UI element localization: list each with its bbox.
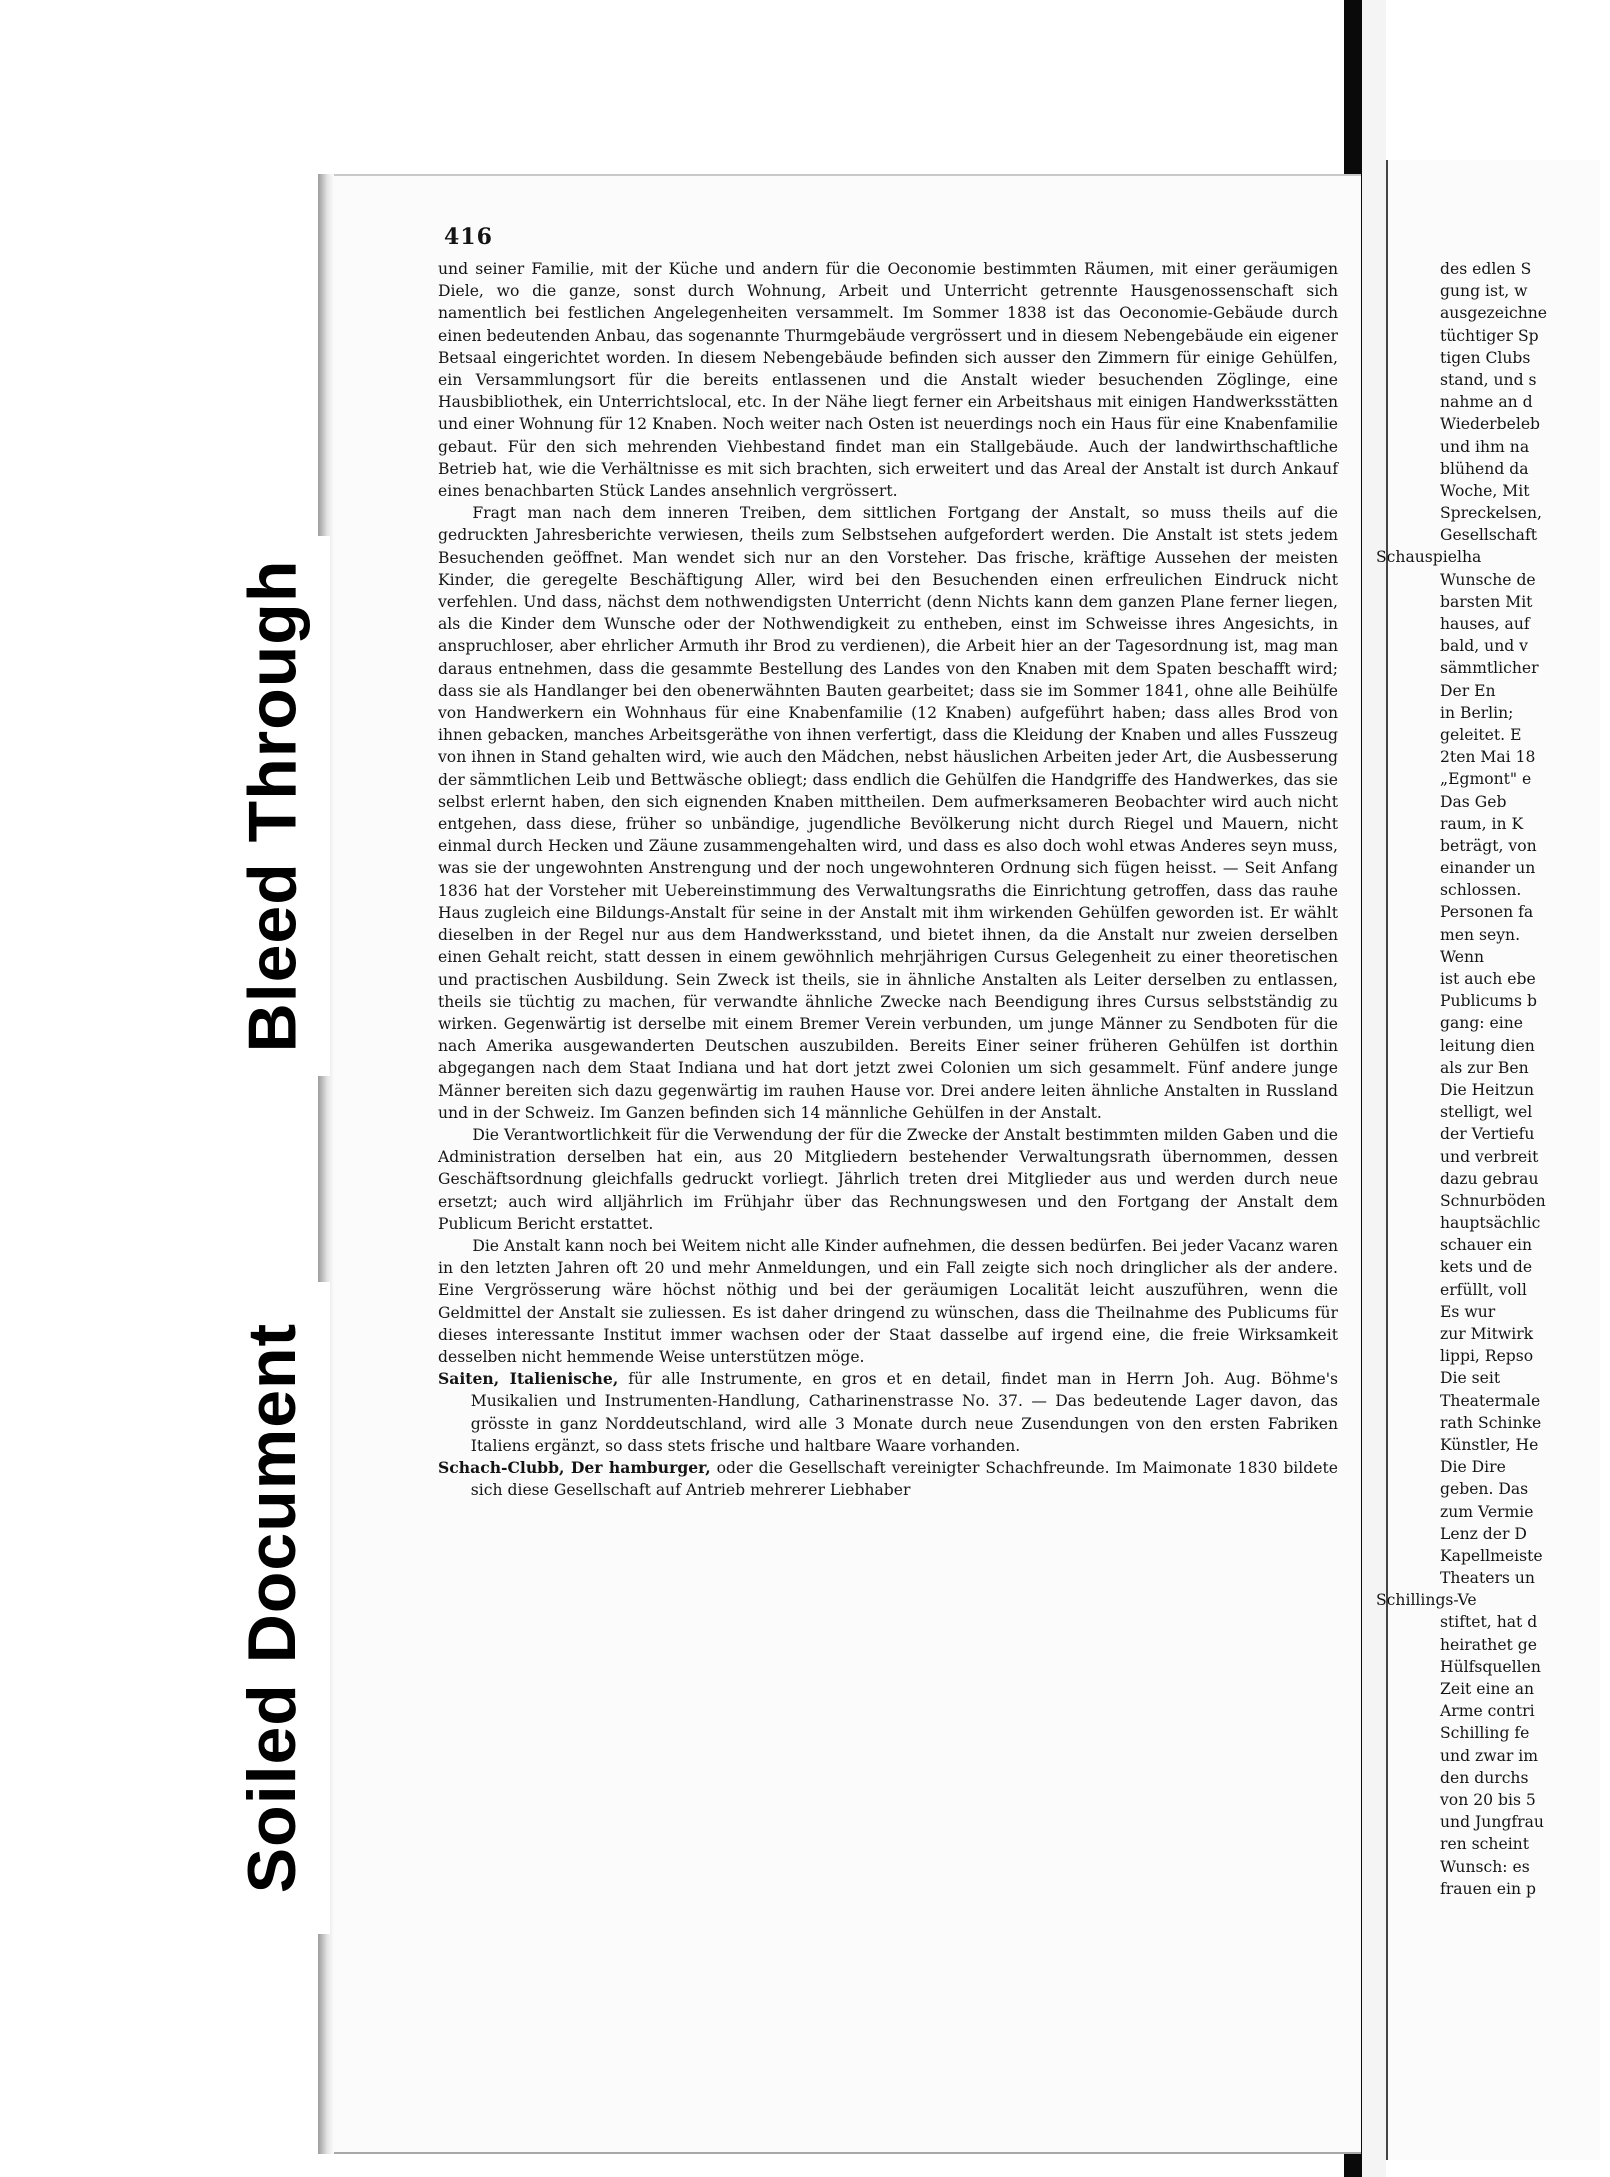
right-page-line: in Berlin;	[1440, 703, 1514, 722]
right-page-line: Das Geb	[1440, 792, 1507, 811]
right-page-line: Die Heitzun	[1440, 1080, 1535, 1099]
right-page-line: kets und de	[1440, 1258, 1533, 1277]
right-page-line: lippi, Repso	[1440, 1347, 1534, 1366]
right-page-line: hauptsächlic	[1440, 1214, 1541, 1233]
right-page-line: schauer ein	[1440, 1236, 1533, 1255]
right-page-line: Schauspielha	[1376, 548, 1482, 567]
right-page-line: Wunsch: es	[1440, 1857, 1530, 1876]
right-page-line: raum, in K	[1440, 814, 1524, 833]
right-page-line: Schillings-Ve	[1376, 1591, 1477, 1610]
right-page-line: und zwar im	[1440, 1746, 1539, 1765]
right-page-line: frauen ein p	[1440, 1879, 1536, 1898]
right-page-line: Die seit	[1440, 1369, 1501, 1388]
right-page-line: bald, und v	[1440, 637, 1528, 656]
right-page-line: Gesellschaft	[1440, 526, 1538, 545]
entry-headword: Schach-Clubb, Der hamburger,	[438, 1457, 711, 1477]
right-page-line: Theatermale	[1440, 1391, 1541, 1410]
right-page-line: erfüllt, voll	[1440, 1280, 1527, 1299]
entry-text: für alle Instrumente, en gros et en detail, findet man in Herrn Joh. Aug. Böhme's Musikalien und Instrumenten-Handlung, Catharinenstrasse No. 37. — Das bedeutende Lager davon, das grösste in ganz Norddeutschland, wird alle 3 Monate durch neue Zusendungen von den ersten Fabriken Italiens ergänzt, so dass stets frische und haltbare Waare vorhanden.	[470, 1370, 1338, 1455]
right-page-line: der Vertiefu	[1440, 1125, 1535, 1144]
right-page-line: sämmtlicher	[1440, 659, 1539, 678]
right-page-line: zum Vermie	[1440, 1502, 1534, 1521]
right-page-line: leitung dien	[1440, 1036, 1535, 1055]
right-page-line: men seyn.	[1440, 925, 1521, 944]
left-page-body	[438, 258, 1338, 2028]
right-page-line: und ihm na	[1440, 437, 1530, 456]
right-page-line: ren scheint	[1440, 1835, 1529, 1854]
soiled-document-label-text: Soiled Document	[234, 1322, 311, 1894]
right-page-line: zur Mitwirk	[1440, 1325, 1534, 1343]
right-page-line: tigen Clubs	[1440, 348, 1531, 367]
paragraph: und seiner Familie, mit der Küche und andern für die Oeconomie bestimmten Räumen, mit einer geräumigen Diele, wo die ganze, sonst durch Wohnung, Arbeit und Unterricht getrennte Hausgenossenschaft sich namentlich bei festlichen Angelegenheiten versammelt. Im Sommer 1838 ist das Oeconomie-Gebäude durch einen bedeutenden Anbau, das sogenannte Thurmgebäude vergrössert und in diesem Nebengebäude ein eigener Betsaal eingerichtet worden. In diesem Nebengebäude befinden sich ausser den Zimmern für einige Gehülfen, ein Versammlungsort für die bereits entlassenen und die Anstalt wieder besuchenden Zöglinge, eine Hausbibliothek, ein Unterrichtslocal, etc. In der Nähe liegt ferner ein Arbeitshaus mit einigen Handwerksstätten und einer Wohnung für 12 Knaben. Noch weiter nach Osten ist neuerdings noch ein Haus für eine Knabenfamilie gebaut. Für den sich mehrenden Viehbestand findet man ein Stallgebäude. Auch der landwirthschaftliche Betrieb hat, wie die Verhältnisse es mit sich brachten, sich erweitert und das Areal der Anstalt ist durch Ankauf eines benachbarten Stück Landes ansehnlich vergrössert.	[438, 260, 1338, 501]
right-page-line: Woche, Mit	[1440, 481, 1530, 500]
gutter-gap	[1362, 0, 1386, 2177]
right-page-line: Arme contri	[1440, 1702, 1535, 1721]
right-page-line: von 20 bis 5	[1440, 1790, 1536, 1809]
entry-headword: Saiten, Italienische,	[438, 1369, 619, 1389]
right-page-line: geben. Das	[1440, 1480, 1529, 1499]
right-page-line: 2ten Mai 18	[1440, 748, 1536, 767]
dictionary-entry	[438, 1457, 1338, 1501]
right-page-line: des edlen S	[1440, 260, 1532, 278]
paragraph: Fragt man nach dem inneren Treiben, dem sittlichen Fortgang der Anstalt, so muss theils auf die gedruckten Jahresberichte verwiesen, theils zum Selbstsehen aufgefordert werden. Die Anstalt ist stets jedem Besuchenden geöffnet. Man wendet sich nur an den Vorsteher. Das frische, kräftige Aussehen der meisten Kinder, die geregelte Beschäftigung Aller, wird bei den Besuchenden einen erfreulichen Eindruck nicht verfehlen. Und dass, nächst dem nothwendigsten Unterricht (denn Nichts kann dem ganzen Plane ferner liegen, als die Kinder dem Wunsche oder der Nothwendigkeit zu entheben, einst im Schweisse ihres Angesichts, in anspruchloser, aber ehrlicher Armuth ihr Brod zu verdienen), die Arbeit hier an der Tagesordnung ist, mag man daraus entnehmen, dass die gesammte Bestellung des Landes von den Knaben mit dem Spaten beschafft wird; dass sie als Handlanger bei den obenerwähnten Bauten gearbeitet; dass sie im Sommer 1841, ohne alle Beihülfe von Handwerkern ein Wohnhaus für eine Knabenfamilie (12 Knaben) aufgeführt haben; dass alles Brod von ihnen gebacken, manches Arbeitsgeräthe von ihnen verfertigt, dass die Kleidung der Knaben und alles Fusszeug von ihnen in Stand gehalten wird, wie auch den Mädchen, nebst häuslichen Arbeiten jeder Art, die Ausbesserung der sämmtlichen Leib und Bettwäsche obliegt; dass endlich die Gehülfen die Handgriffe des Handwerkes, das sie selbst erlernt haben, den sich eignenden Knaben mittheilen. Dem aufmerksameren Beobachter wird auch nicht entgehen, dass diese, früher so unbändige, jugendliche Bevölkerung nicht durch Riegel und Mauern, nicht einmal durch Hecken und Zäune zusammengehalten wird, und dass es also doch wohl etwas Anderes seyn muss, was sie der ungewohnten Anstrengung und der noch ungewohnteren Ordnung sich fügen heisst. — Seit Anfang 1836 hat der Vorsteher mit Uebereinstimmung des Verwaltungsraths die Einrichtung getroffen, dass das rauhe Haus zugleich eine Bildungs-Anstalt für seine in der Anstalt mit ihm wirkenden Gehülfen geworden ist. Er wählt dieselben in der Regel nur aus dem Handwerksstand, und bietet ihnen, da die Anstalt nur zweien derselben einen Gehalt reicht, statt dessen in einem gewöhnlich mehrjährigen Cursus Gelegenheit zu einer theoretischen und practischen Ausbildung. Sein Zweck ist theils, sie in ähnliche Anstalten als Leiter derselben zu entlassen, theils sie tüchtig zu machen, für verwandte ähnliche Zwecke nach Beendigung ihres Cursus selbstständig zu wirken. Gegenwärtig ist derselbe mit einem Bremer Verein verbunden, um junge Männer zu Sendboten für die nach Amerika ausgewanderten Deutschen auszubilden. Bereits Einer seiner früheren Gehülfen ist dorthin abgegangen nach dem Staat Indiana und hat dort jetzt zwei Colonien um sich gesammelt. Fünf andere junge Männer bereiten sich dazu gegenwärtig im rauhen Hause vor. Drei andere leiten ähnliche Anstalten in Russland und in der Schweiz. Im Ganzen befinden sich 14 männliche Gehülfen in der Anstalt.	[438, 504, 1338, 1122]
right-page-line: Der En	[1440, 681, 1496, 700]
right-page-line: stelligt, wel	[1440, 1103, 1533, 1122]
right-page-line: Publicums b	[1440, 992, 1537, 1011]
right-page-line: barsten Mit	[1440, 592, 1533, 611]
bleed-through-label	[214, 536, 330, 1076]
soiled-document-label	[214, 1282, 330, 1934]
right-page-line: Hülfsquellen	[1440, 1657, 1541, 1676]
right-page-line: blühend da	[1440, 459, 1529, 478]
right-page-line: Die Dire	[1440, 1458, 1506, 1477]
right-page-line: ist auch ebe	[1440, 970, 1536, 988]
right-page-line: Spreckelsen,	[1440, 504, 1542, 523]
right-page-line: Künstler, He	[1440, 1435, 1539, 1454]
right-page-line: einander un	[1440, 859, 1536, 878]
right-page-line: gang: eine	[1440, 1014, 1524, 1033]
right-page-fragment	[1376, 258, 1610, 1900]
right-page-line: Theaters un	[1440, 1569, 1535, 1588]
right-page-line: beträgt, von	[1440, 836, 1537, 855]
right-page-line: Schnurböden	[1440, 1191, 1546, 1210]
entry-text: oder die Gesellschaft vereinigter Schachfreunde. Im Maimonate 1830 bildete sich diese Gesellschaft auf Antrieb mehrerer Liebhaber	[470, 1458, 1338, 1500]
right-page-line: stiftet, hat d	[1440, 1613, 1538, 1632]
right-page-line: Schilling fe	[1440, 1724, 1530, 1743]
right-page-line: schlossen.	[1440, 881, 1522, 900]
paragraph: Die Anstalt kann noch bei Weitem nicht alle Kinder aufnehmen, die dessen bedürfen. Bei jeder Vacanz waren in den letzten Jahren oft 20 und mehr Anmeldungen, und ein Fall zeigte sich noch dringlicher als der andere. Eine Vergrösserung wäre höchst nöthig und bei der geräumigen Localität leicht auszuführen, wenn die Geldmittel der Anstalt sie zuliessen. Es ist daher dringend zu wünschen, dass die Theilnahme des Publicums für dieses interessante Institut immer wachsen oder der Staat dasselbe auf irgend eine, die freie Wirksamkeit desselben nicht hemmende Weise unterstützen möge.	[438, 1236, 1338, 1366]
right-page-line: Kapellmeiste	[1440, 1546, 1543, 1565]
right-page-line: gung ist, w	[1440, 282, 1528, 301]
right-page-line: Lenz der D	[1440, 1524, 1527, 1543]
paragraph: Die Verantwortlichkeit für die Verwendung der für die Zwecke der Anstalt bestimmten milden Gaben und die Administration derselben hat ein, aus 20 Mitgliedern bestehender Verwaltungsrath übernommen, dessen Geschäftsordnung gleichfalls gedruckt vorliegt. Jährlich treten drei Mitglieder aus und werden durch neue ersetzt; auch wird alljährlich im Frühjahr über das Rechnungswesen und den Fortgang der Anstalt dem Publicum Bericht erstattet.	[438, 1125, 1338, 1233]
right-page-line: als zur Ben	[1440, 1058, 1529, 1077]
page-number: 416	[444, 224, 493, 250]
dictionary-entry	[438, 1368, 1338, 1457]
bleed-through-label-text: Bleed Through	[234, 559, 311, 1053]
right-page-line: heirathet ge	[1440, 1635, 1537, 1654]
right-page-line: ausgezeichne	[1440, 304, 1548, 323]
right-page-line: geleitet. E	[1440, 725, 1522, 744]
right-page-line: rath Schinke	[1440, 1413, 1542, 1432]
right-page-line: dazu gebrau	[1440, 1169, 1539, 1188]
right-page-line: „Egmont" e	[1440, 770, 1532, 789]
right-page-line: nahme an d	[1440, 393, 1533, 412]
right-page-line: und Jungfrau	[1440, 1813, 1544, 1832]
right-page-line: Wiederbeleb	[1440, 415, 1541, 434]
right-page-line: Wunsche de	[1440, 570, 1536, 589]
right-page-line: Es wur	[1440, 1302, 1496, 1321]
right-page-line: tüchtiger Sp	[1440, 326, 1539, 345]
right-page-line: den durchs	[1440, 1768, 1529, 1787]
right-page-line: Personen fa	[1440, 903, 1534, 922]
right-page-line: und verbreit	[1440, 1147, 1539, 1166]
right-page-line: Zeit eine an	[1440, 1680, 1535, 1698]
right-page-line: hauses, auf	[1440, 615, 1530, 633]
right-page-line: stand, und s	[1440, 370, 1537, 389]
right-page-line: Wenn	[1440, 947, 1485, 966]
